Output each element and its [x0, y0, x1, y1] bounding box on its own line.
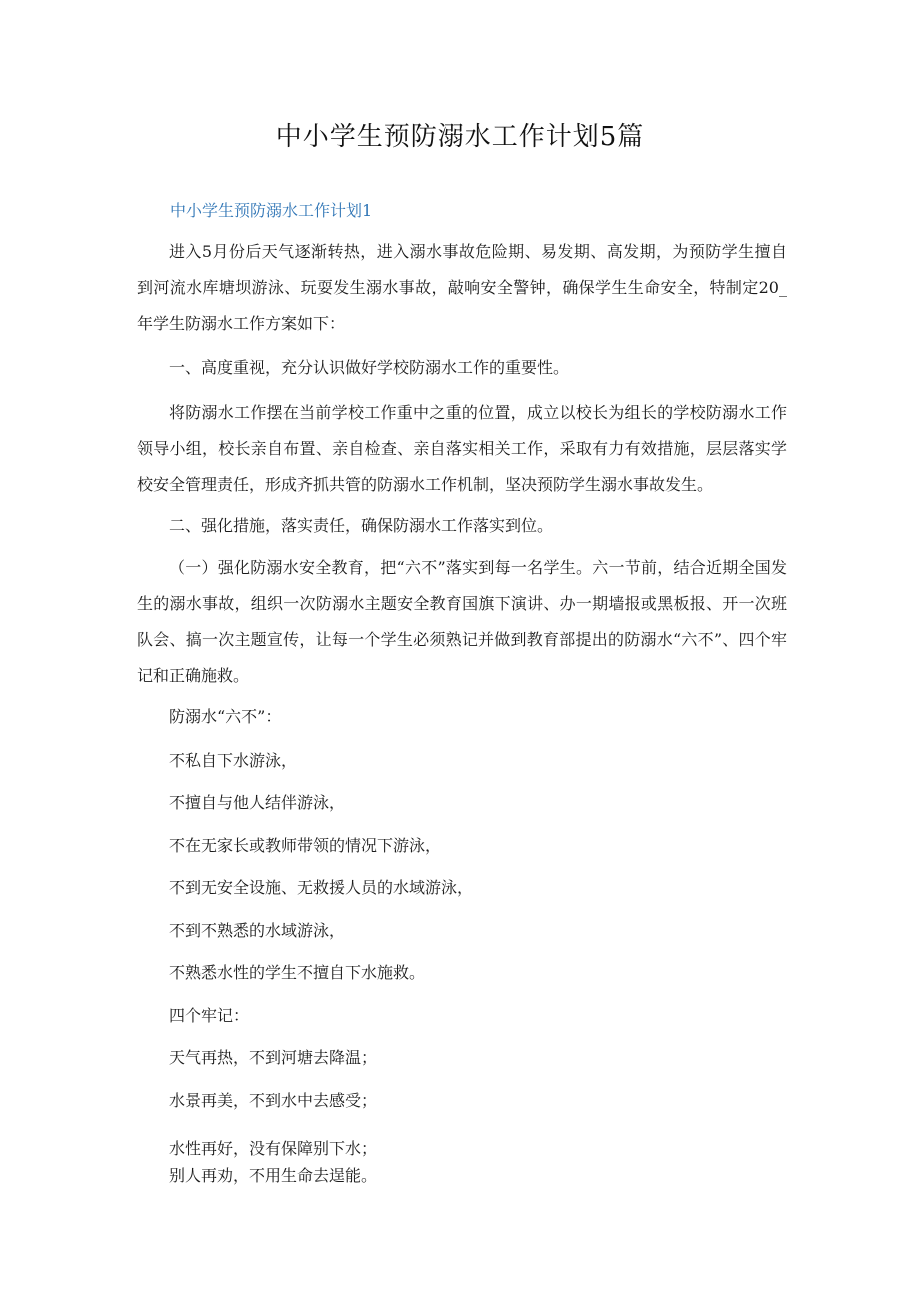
section2-heading: 二、强化措施，落实责任，确保防溺水工作落实到位。	[169, 516, 554, 535]
four-remember-item: 天气再热，不到河塘去降温；	[169, 1048, 378, 1067]
section-subtitle: 中小学生预防溺水工作计划1	[170, 201, 373, 220]
document-title: 中小学生预防溺水工作计划5篇	[275, 122, 645, 152]
four-remember-heading: 四个牢记：	[169, 1006, 250, 1025]
six-no-item: 不在无家长或教师带领的情况下游泳，	[169, 836, 442, 855]
intro-paragraph: 进入5月份后天气逐渐转热，进入溺水事故危险期、易发期、高发期，为预防学生擅自到河流水库塘坝游泳、玩耍发生溺水事故，敲响安全警钟，确保学生生命安全，特制定20_年学生防溺水工作方案如下：	[137, 242, 787, 333]
section1-heading: 一、高度重视，充分认识做好学校防溺水工作的重要性。	[169, 358, 570, 377]
four-remember-item: 水景再美，不到水中去感受；	[169, 1091, 378, 1110]
six-no-item: 不熟悉水性的学生不擅自下水施救。	[169, 963, 426, 982]
four-remember-item: 别人再劝，不用生命去逞能。	[169, 1166, 378, 1185]
six-no-item: 不到不熟悉的水域游泳，	[169, 921, 346, 940]
section2-item1: （一）强化防溺水安全教育，把“六不”落实到每一名学生。六一节前，结合近期全国发生的溺水事故，组织一次防溺水主题安全教育国旗下演讲、办一期墙报或黑板报、开一次班队会、搞一次主题宣传，让每一个学生必须熟记并做到教育部提出的防溺水“六不”、四个牢记和正确施救。	[137, 558, 787, 685]
six-no-item: 不私自下水游泳，	[169, 751, 298, 770]
four-remember-item: 水性再好，没有保障别下水；	[169, 1139, 378, 1158]
six-no-item: 不到无安全设施、无救援人员的水域游泳，	[169, 878, 474, 897]
section1-body: 将防溺水工作摆在当前学校工作重中之重的位置，成立以校长为组长的学校防溺水工作领导小组，校长亲自布置、亲自检查、亲自落实相关工作，采取有力有效措施，层层落实学校安全管理责任，形成齐抓共管的防溺水工作机制，坚决预防学生溺水事故发生。	[137, 403, 787, 494]
six-no-item: 不擅自与他人结伴游泳，	[169, 793, 346, 812]
six-no-heading: 防溺水“六不”：	[169, 707, 282, 726]
